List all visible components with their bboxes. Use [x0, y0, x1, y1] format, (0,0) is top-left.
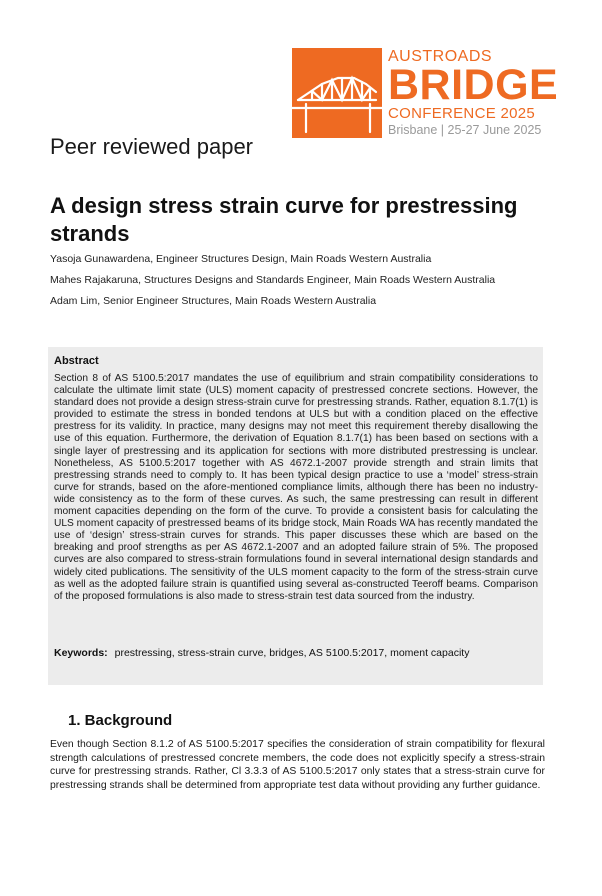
paper-title: A design stress strain curve for prestressing strands [50, 193, 518, 246]
keywords-text: prestressing, stress-strain curve, bridges, AS 5100.5:2017, moment capacity [114, 647, 470, 659]
section-heading: 1. Background [68, 712, 173, 729]
author-line: Yasoja Gunawardena, Engineer Structures Design, Main Roads Western Australia [50, 253, 432, 265]
logo-line-bridge: BRIDGE [388, 61, 559, 109]
abstract-heading: Abstract [54, 355, 99, 367]
conference-logo [292, 48, 559, 140]
keywords-line [54, 647, 469, 659]
abstract-box [48, 347, 543, 685]
bridge-logo-icon [292, 48, 382, 138]
author-line: Adam Lim, Senior Engineer Structures, Main Roads Western Australia [50, 295, 377, 307]
abstract-text: Section 8 of AS 5100.5:2017 mandates the use of equilibrium and strain compatibility considerations to calculate the ultimate limit state (ULS) moment capacity of prestressed concrete sections. However, the standard does not provide a design stress-strain curve for prestressing strands. Rather, equation 8.1.7(1) is provided to estimate the stress in bonded tendons at ULS but with a condition placed on the effective prestress for its validity. In practice, many designs may not meet this requirement thereby disallowing the use of this equation. Furthermore, the derivation of Equation 8.1.7(1) has been based on sections with a single layer of prestressing and its application for sections with more distributed prestressing is unclear. Nonetheless, AS 5100.5:2017 together with AS 4672.1-2007 provide strength and strain limits that prestressing strands need to comply to. It has been typical design practice to use a ‘model’ stress-strain curve for strands, based on the afore-mentioned compliance limits, although there has been no industry-wide consistency as to the form of these curves. As such, the same prestressing can result in different moment capacities depending on the form of the curve. To provide a consistent basis for calculating the ULS moment capacity of prestressed beams of its bridge stock, Main Roads WA has recently mandated the use of ‘design’ stress-strain curves for strands. This paper discusses these which are based on the breaking and proof strengths as per AS 4672.1-2007 and an adopted failure strain of 5%. The proposed curves are also compared to stress-strain formulations found in several international design standards and widely cited publications. The sensitivity of the ULS moment capacity to the form of the stress-strain curve as well as the adopted failure strain is quantified using several as-constructed Teeroff beams. Comparison of the proposed formulations is also made to stress-strain test data sourced from the industry. [54, 373, 538, 602]
keywords-label: Keywords: [54, 647, 108, 659]
logo-line-conference: CONFERENCE 2025 [388, 105, 536, 122]
section-text: Even though Section 8.1.2 of AS 5100.5:2017 specifies the consideration of strain compatibility for flexural strength calculations of prestressed concrete members, the code does not explicitly specify a stress-strain curve for prestressing strands. Rather, Cl 3.3.3 of AS 5100.5:2017 only states that a stress-strain curve for prestressing strands shall be determined from appropriate test data without providing any further guidance. [50, 739, 545, 791]
logo-line-location: Brisbane | 25-27 June 2025 [388, 123, 542, 137]
author-line: Mahes Rajakaruna, Structures Designs and Standards Engineer, Main Roads Western Australia [50, 274, 496, 286]
logo-line-austroads: AUSTROADS [388, 48, 493, 65]
peer-reviewed-label: Peer reviewed paper [50, 134, 254, 159]
logo-text [388, 48, 559, 138]
